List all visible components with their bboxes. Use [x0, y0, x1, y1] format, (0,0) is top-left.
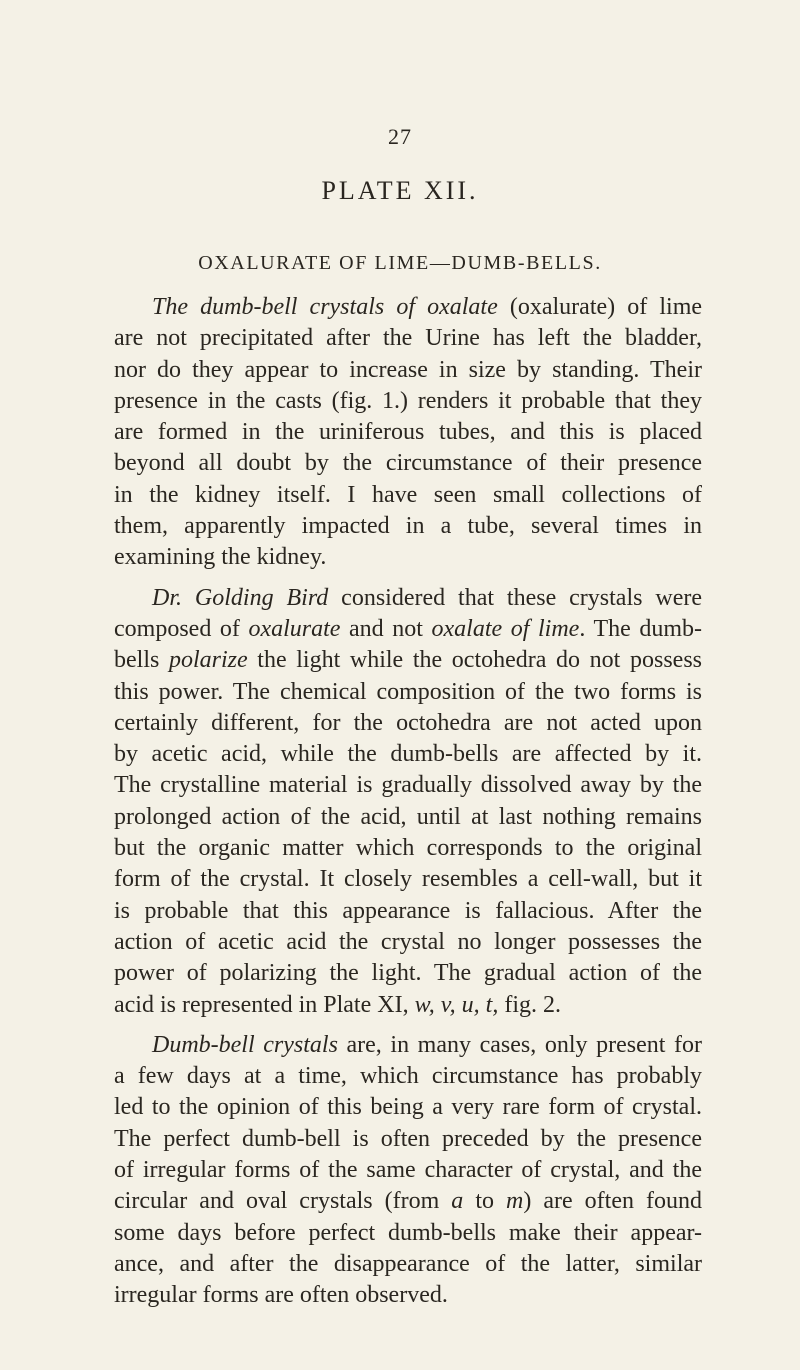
- text-line: [114, 833, 702, 864]
- italic-run: oxalate of lime: [431, 615, 580, 642]
- text-run: led to the opinion of this being a very rare form of crystal.: [114, 1094, 702, 1121]
- text-run: and not: [340, 615, 432, 642]
- text-line: [114, 480, 702, 511]
- body-text: [114, 292, 702, 1312]
- text-run: are, in many cases, only present for: [337, 1031, 702, 1058]
- text-line: [114, 958, 702, 989]
- paragraph: [114, 292, 702, 574]
- text-run: power of polarizing the light. The gradual action of the: [114, 960, 702, 987]
- section-title: OXALURATE OF LIME—DUMB-BELLS.: [198, 252, 602, 274]
- text-run: considered that these crystals were: [328, 584, 702, 611]
- paragraph: [114, 1030, 702, 1312]
- text-run: beyond all doubt by the circumstance of their presence: [114, 450, 702, 477]
- text-run: action of acetic acid the crystal no longer possesses the: [114, 928, 702, 955]
- italic-run: a: [451, 1188, 464, 1215]
- text-line: [114, 511, 702, 542]
- text-line: [114, 292, 702, 323]
- text-run: to: [463, 1188, 506, 1215]
- text-line: [114, 677, 702, 708]
- text-run: (oxalurate) of lime: [497, 294, 703, 320]
- text-run: them, apparently impacted in a tube, several times in: [114, 513, 702, 540]
- text-run: are not precipitated after the Urine has left the bladder,: [114, 325, 702, 352]
- text-run: ance, and after the disappearance of the latter, similar: [114, 1250, 702, 1277]
- text-line: [114, 614, 702, 645]
- text-run: circular and oval crystals (from: [114, 1188, 452, 1215]
- page-number: 27: [388, 124, 412, 149]
- text-run: this power. The chemical composition of the two forms is: [114, 678, 702, 705]
- text-run: The perfect dumb-bell is often preceded by the presence: [114, 1125, 702, 1152]
- plate-title: PLATE XII.: [321, 176, 479, 205]
- text-line: [114, 1249, 702, 1280]
- text-line: [114, 1218, 702, 1249]
- text-line: [114, 739, 702, 770]
- text-line: [114, 1030, 702, 1061]
- text-line: [114, 1061, 702, 1092]
- text-line: [114, 542, 702, 573]
- text-line: [114, 770, 702, 801]
- text-run: ) are often found: [523, 1188, 702, 1215]
- text-line: [114, 355, 702, 386]
- text-run: in the kidney itself. I have seen small collections of: [114, 481, 702, 508]
- text-run: but the organic matter which corresponds to the original: [114, 835, 702, 862]
- text-run: form of the crystal. It closely resembles a cell-wall, but it: [114, 866, 702, 893]
- text-run: the light while the octohedra do not possess: [247, 647, 702, 674]
- text-line: [114, 583, 702, 614]
- text-run: examining the kidney.: [114, 544, 327, 571]
- text-run: presence in the casts (fig. 1.) renders it probable that they: [114, 387, 702, 414]
- paragraph: [114, 583, 702, 1021]
- text-line: [114, 990, 702, 1021]
- text-run: prolonged action of the acid, until at last nothing remains: [114, 803, 702, 830]
- text-line: [114, 417, 702, 448]
- text-run: . The dumb-: [579, 615, 703, 642]
- text-run: certainly different, for the octohedra are not acted upon: [114, 709, 702, 736]
- italic-run: w, v, u, t,: [414, 991, 499, 1018]
- italic-run: The dumb-bell crystals of oxalate: [152, 294, 498, 320]
- text-run: by acetic acid, while the dumb-bells are affected by it.: [114, 741, 702, 768]
- text-line: [114, 1155, 702, 1186]
- text-run: bells: [114, 647, 169, 674]
- italic-run: polarize: [168, 647, 248, 674]
- text-run: are formed in the uriniferous tubes, and this is placed: [114, 419, 702, 446]
- text-line: [114, 1280, 702, 1311]
- text-run: acid is represented in Plate XI,: [114, 991, 415, 1018]
- text-run: fig. 2.: [498, 991, 561, 1018]
- text-line: [114, 802, 702, 833]
- text-line: [114, 323, 702, 354]
- text-run: some days before perfect dumb-bells make their appear-: [114, 1219, 702, 1246]
- italic-run: oxalurate: [248, 615, 341, 642]
- text-line: [114, 927, 702, 958]
- text-run: composed of: [114, 615, 249, 642]
- text-line: [114, 1092, 702, 1123]
- text-line: [114, 896, 702, 927]
- text-line: [114, 1124, 702, 1155]
- text-line: [114, 645, 702, 676]
- text-line: [114, 448, 702, 479]
- text-line: [114, 708, 702, 739]
- text-run: of irregular forms of the same character of crystal, and the: [114, 1157, 702, 1184]
- italic-run: Dr. Golding Bird: [152, 584, 329, 611]
- italic-run: Dumb-bell crystals: [152, 1031, 338, 1058]
- text-run: irregular forms are often observed.: [114, 1282, 448, 1309]
- text-line: [114, 1186, 702, 1217]
- text-line: [114, 386, 702, 417]
- text-run: is probable that this appearance is fallacious. After the: [114, 897, 702, 924]
- text-run: a few days at a time, which circumstance has probably: [114, 1063, 702, 1090]
- text-run: The crystalline material is gradually dissolved away by the: [114, 772, 702, 799]
- text-run: nor do they appear to increase in size by standing. Their: [114, 356, 702, 383]
- italic-run: m: [506, 1188, 524, 1215]
- text-line: [114, 864, 702, 895]
